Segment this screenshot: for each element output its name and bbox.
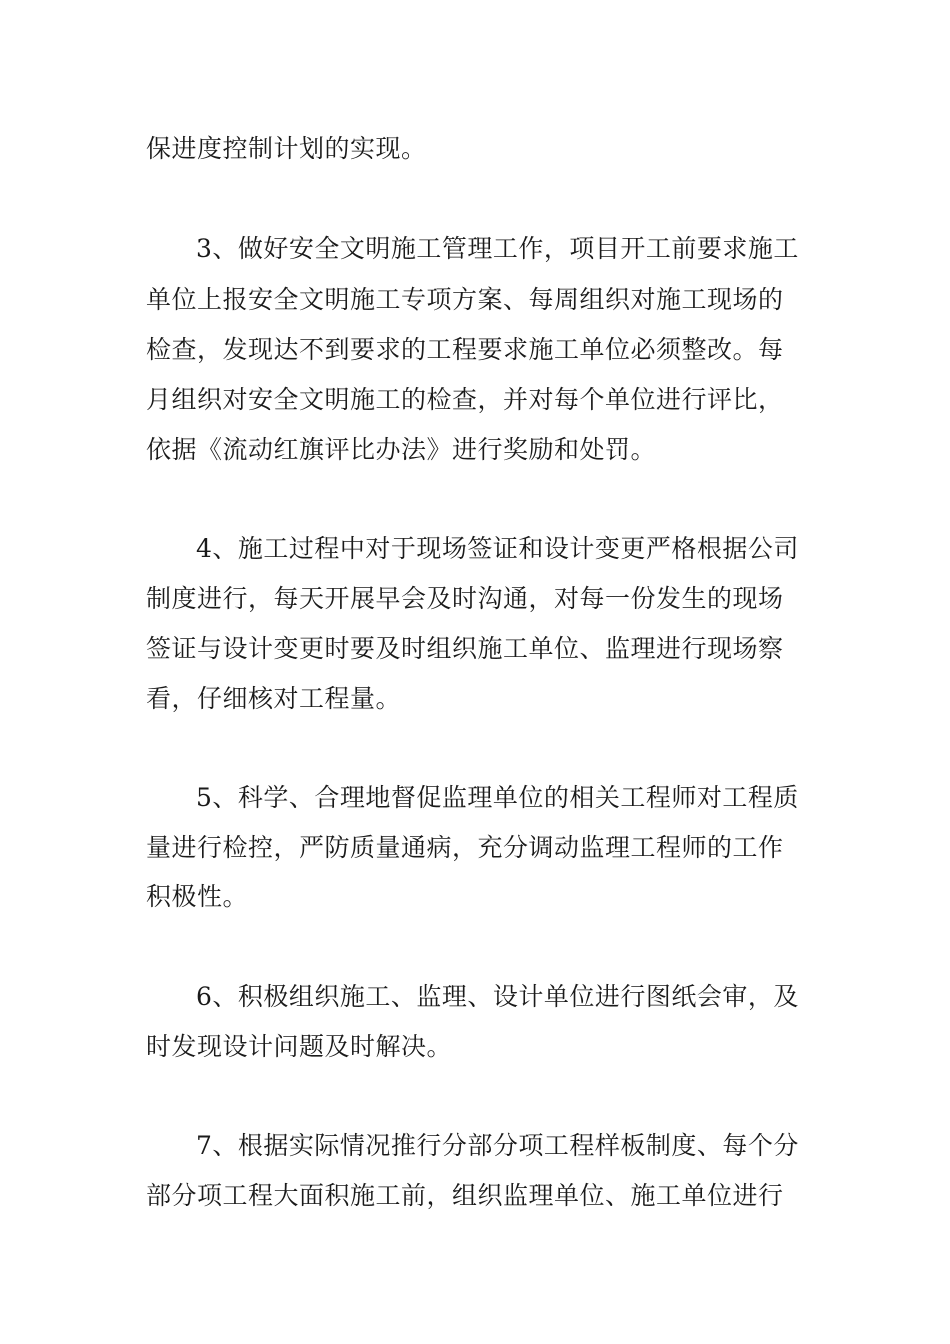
text-line: 积极性。 (146, 882, 249, 911)
text-line: 7、根据实际情况推行分部分项工程样板制度、每个分 (196, 1131, 799, 1160)
text-line: 依据《流动红旗评比办法》进行奖励和处罚。 (146, 435, 657, 464)
text-line: 月组织对安全文明施工的检查，并对每个单位进行评比， (146, 385, 784, 414)
text-line: 部分项工程大面积施工前，组织监理单位、施工单位进行 (146, 1181, 784, 1210)
text-line: 6、积极组织施工、监理、设计单位进行图纸会审，及 (196, 982, 799, 1011)
text-line: 保进度控制计划的实现。 (146, 134, 427, 163)
text-line: 量进行检控，严防质量通病，充分调动监理工程师的工作 (146, 833, 784, 862)
text-line: 单位上报安全文明施工专项方案、每周组织对施工现场的 (146, 285, 784, 314)
text-line: 时发现设计问题及时解决。 (146, 1032, 453, 1061)
text-line: 4、施工过程中对于现场签证和设计变更严格根据公司 (196, 534, 799, 563)
text-line: 3、做好安全文明施工管理工作，项目开工前要求施工 (196, 234, 799, 263)
text-line: 5、科学、合理地督促监理单位的相关工程师对工程质 (196, 783, 799, 812)
text-line: 制度进行，每天开展早会及时沟通，对每一份发生的现场 (146, 584, 784, 613)
text-line: 检查，发现达不到要求的工程要求施工单位必须整改。每 (146, 335, 784, 364)
text-line: 看，仔细核对工程量。 (146, 684, 402, 713)
text-line: 签证与设计变更时要及时组织施工单位、监理进行现场察 (146, 634, 784, 663)
